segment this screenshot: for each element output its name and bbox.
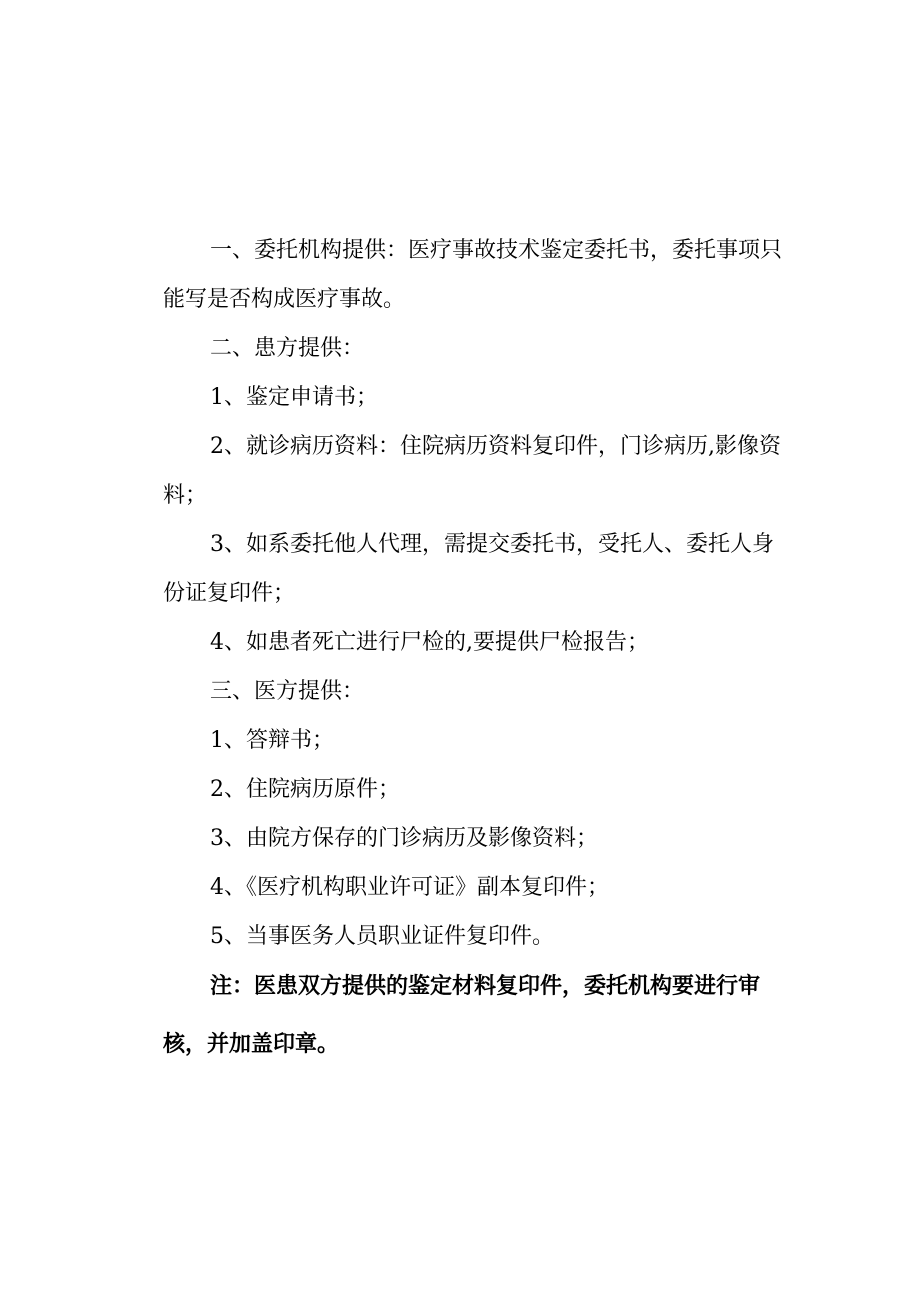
patient-item-1: 1、鉴定申请书； — [210, 385, 378, 410]
hospital-item-2: 2、住院病历原件； — [210, 777, 400, 802]
hospital-item-5: 5、当事医务人员职业证件复印件。 — [210, 924, 554, 949]
hospital-item-4: 4、《医疗机构职业许可证》副本复印件； — [210, 875, 609, 900]
hospital-item-3: 3、由院方保存的门诊病历及影像资料； — [210, 826, 598, 851]
section-2-heading: 二、患方提供： — [210, 336, 365, 361]
patient-item-2: 2、就诊病历资料：住院病历资料复印件，门诊病历,影像资料； — [163, 434, 781, 508]
section-3-heading: 三、医方提供： — [210, 679, 365, 704]
patient-item-4: 4、如患者死亡进行尸检的,要提供尸检报告； — [210, 630, 649, 655]
note-paragraph: 注：医患双方提供的鉴定材料复印件，委托机构要进行审核，并加盖印章。 — [163, 973, 761, 1057]
section-1-paragraph: 一、委托机构提供：医疗事故技术鉴定委托书，委托事项只能写是否构成医疗事故。 — [163, 238, 783, 312]
patient-item-3: 3、如系委托他人代理，需提交委托书，受托人、委托人身份证复印件； — [163, 532, 774, 606]
hospital-item-1: 1、答辩书； — [210, 728, 334, 753]
